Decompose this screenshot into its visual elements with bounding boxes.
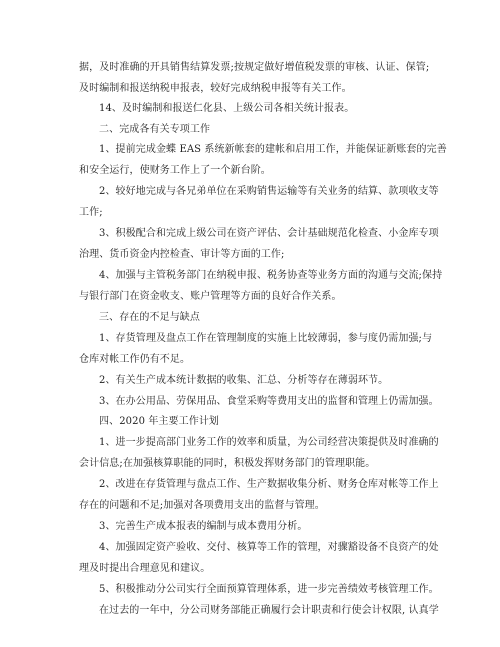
paragraph-line: 4、加强与主管税务部门在纳税申报、税务协查等业务方面的沟通与交流;保持 xyxy=(99,270,443,281)
paragraph-line: 4、加强固定资产验收、交付、核算等工作的管理，对骤豁设备不良资产的处 xyxy=(99,542,439,553)
section-heading: 二、完成各有关专项工作 xyxy=(99,124,211,135)
paragraph-line: 2、有关生产成本统计数据的收集、汇总、分析等存在薄弱环节。 xyxy=(99,375,389,386)
paragraph-line: 会计信息;在加强核算职能的同时，积极发挥财务部门的管理职能。 xyxy=(79,458,376,469)
paragraph-line: 1、提前完成金蝶 EAS 系统新帐套的建帐和启用工作，并能保证新账套的完善 xyxy=(99,144,447,155)
paragraph-line: 据，及时准确的开具销售结算发票;按规定做好增值税发票的审核、认证、保管; xyxy=(79,62,430,73)
paragraph-line: 工作; xyxy=(79,207,103,218)
paragraph-line: 3、完善生产成本报表的编制与成本费用分析。 xyxy=(99,521,308,532)
section-heading: 三、存在的不足与缺点 xyxy=(99,312,200,323)
paragraph-line: 2、改进在存货管理与盘点工作、生产数据收集分析、财务仓库对帐等工作上 xyxy=(99,479,439,490)
paragraph-line: 理及时提出合理意见和建议。 xyxy=(79,563,211,574)
paragraph-line: 存在的问题和不足;加强对各项费用支出的监督与管理。 xyxy=(79,500,325,511)
paragraph-line: 5、积极推动分公司实行全面预算管理体系，进一步完善绩效考核管理工作。 xyxy=(99,584,439,595)
paragraph-line: 及时编制和报送纳税申报表，较好完成纳税申报等有关工作。 xyxy=(79,83,352,94)
paragraph-line: 治理、货币资金内控检查、审计等方面的工作; xyxy=(79,249,285,260)
paragraph-line: 在过去的一年中，分公司财务部能正确履行会计职责和行使会计权限, 认真学 xyxy=(99,605,439,616)
paragraph-line: 14、及时编制和报送仁化县、上级公司各相关统计报表。 xyxy=(99,103,355,114)
section-heading: 四、2020 年主要工作计划 xyxy=(99,416,220,427)
paragraph-line: 3、在办公用品、劳保用品、食堂采购等费用支出的监督和管理上仍需加强。 xyxy=(99,396,439,407)
paragraph-line: 1、存货管理及盘点工作在管理制度的实施上比较薄弱，参与度仍需加强;与 xyxy=(99,333,433,344)
paragraph-line: 和安全运行，使财务工作上了一个新台阶。 xyxy=(79,165,271,176)
paragraph-line: 仓库对帐工作仍有不足。 xyxy=(79,354,191,365)
paragraph-line: 1、进一步提高部门业务工作的效率和质量，为公司经营决策提供及时准确的 xyxy=(99,437,439,448)
paragraph-line: 与银行部门在资金收支、账户管理等方面的良好合作关系。 xyxy=(79,291,342,302)
paragraph-line: 2、较好地完成与各兄弟单位在采购销售运输等有关业务的结算、款项收支等 xyxy=(99,186,439,197)
paragraph-line: 3、积极配合和完成上级公司在资产评估、会计基础规范化检查、小金库专项 xyxy=(99,228,439,239)
